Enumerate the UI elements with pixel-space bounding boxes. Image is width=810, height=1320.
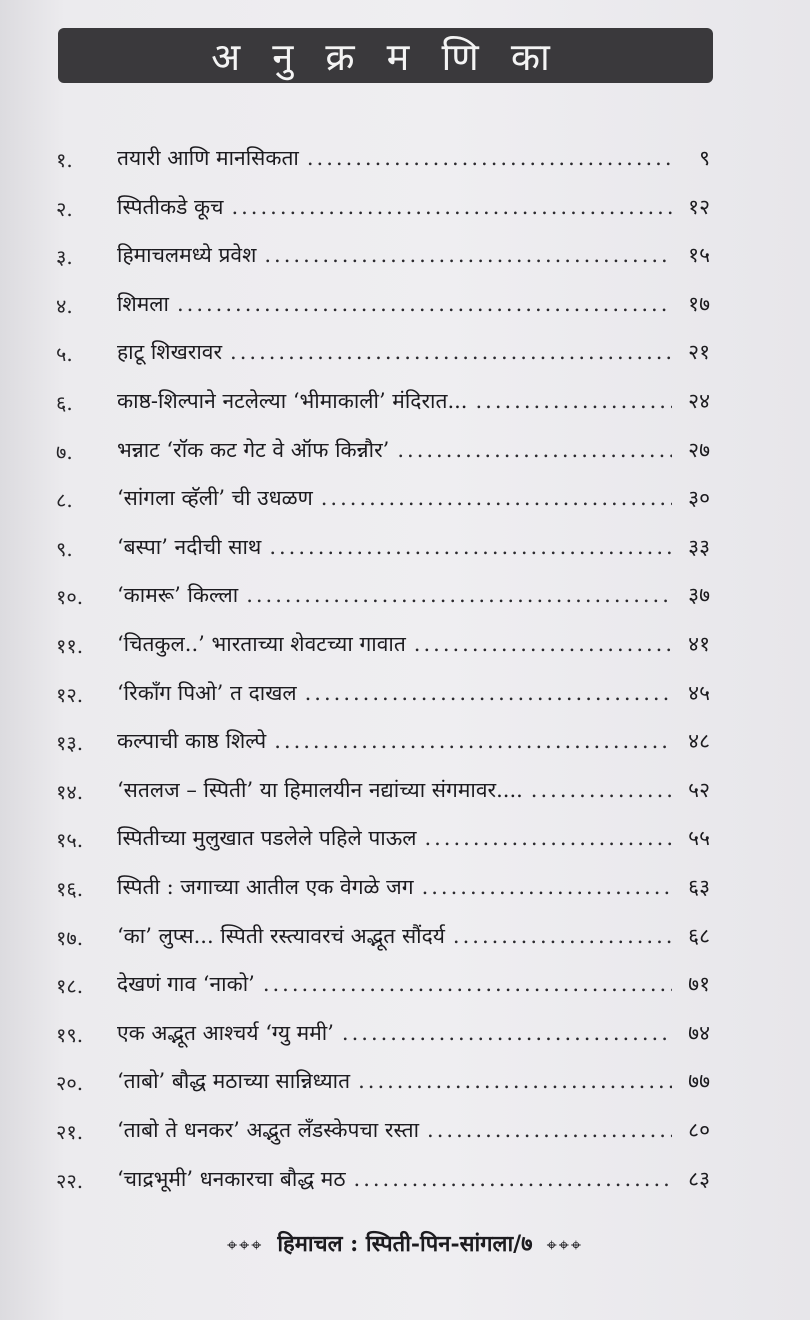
entry-number: २२. — [56, 1168, 84, 1193]
dot-leader — [422, 875, 672, 899]
entry-title: स्पिती : जगाच्या आतील एक वेगळे जग — [117, 875, 414, 899]
dot-leader — [531, 778, 672, 802]
entry-page: ३३ — [688, 534, 710, 559]
dot-leader — [231, 195, 672, 219]
dot-leader — [342, 1021, 672, 1045]
toc-entry — [0, 675, 810, 715]
entry-page: ६३ — [688, 875, 710, 899]
entry-title: एक अद्भूत आश्चर्य ‘ग्यु ममी’ — [117, 1020, 334, 1045]
entry-title: हिमाचलमध्ये प्रवेश — [117, 243, 257, 268]
entry-number: १३. — [56, 731, 84, 756]
toc-entry — [0, 1063, 810, 1103]
entry-title: कल्पाची काष्ठ शिल्पे — [117, 729, 267, 754]
entry-title: ‘सतलज – स्पिती’ या हिमालयीन नद्यांच्या संगमावर.... — [117, 777, 523, 802]
entry-number: ६. — [56, 391, 73, 415]
entry-number: १५. — [56, 828, 84, 853]
toc-entry — [0, 237, 810, 277]
entry-number: ५. — [56, 342, 73, 367]
entry-number: ८. — [56, 488, 73, 513]
toc-entry — [0, 286, 810, 326]
entry-title: स्पितीकडे कूच — [117, 194, 224, 219]
entry-page: ७१ — [688, 972, 710, 997]
entry-title: स्पितीच्या मुलुखात पडलेले पहिले पाऊल — [117, 826, 417, 851]
entry-number: २१. — [56, 1120, 84, 1144]
dot-leader — [453, 924, 672, 948]
entry-page: २७ — [688, 437, 710, 462]
dot-leader — [263, 972, 672, 996]
entry-title: हाटू शिखरावर — [117, 340, 223, 365]
entry-page: १२ — [688, 194, 710, 219]
entry-page: ७७ — [688, 1069, 710, 1094]
entry-number: ११. — [56, 634, 84, 658]
dot-leader — [274, 729, 672, 753]
entry-page: २४ — [688, 389, 710, 413]
dot-leader — [177, 292, 672, 316]
entry-page: ८३ — [688, 1166, 710, 1191]
entry-number: १२. — [56, 682, 84, 707]
ornament-left-icon: ⌖⌖⌖ — [226, 1235, 264, 1256]
entry-page: ९ — [699, 146, 710, 170]
entry-page: ६८ — [688, 923, 710, 948]
entry-title: ‘बस्पा’ नदीची साथ — [117, 534, 262, 559]
entry-page: ५२ — [688, 777, 710, 802]
toc-entry — [0, 869, 810, 909]
entry-page: १५ — [688, 243, 710, 268]
entry-number: १७. — [56, 925, 84, 950]
entry-title: ‘चितकुल..’ भारताच्या शेवटच्या गावात — [117, 632, 406, 656]
entry-number: २. — [56, 196, 73, 221]
dot-leader — [246, 583, 672, 607]
entry-page: ४५ — [688, 680, 710, 705]
toc-entry — [0, 626, 810, 666]
entry-number: ९. — [56, 536, 73, 561]
toc-entry — [0, 723, 810, 763]
dot-leader — [427, 1118, 672, 1142]
toc-entry — [0, 918, 810, 958]
toc-entry — [0, 1015, 810, 1055]
entry-title: ‘का’ लुप्स... स्पिती रस्त्यावरचं अद्भूत सौंदर्य — [117, 923, 445, 948]
toc-entry — [0, 334, 810, 374]
entry-number: ७. — [56, 439, 73, 464]
dot-leader — [397, 438, 672, 462]
toc-entry — [0, 140, 810, 180]
ornament-right-icon: ⌖⌖⌖ — [546, 1235, 584, 1256]
page-title: अ नु क्र म णि का — [211, 34, 560, 79]
toc-entry — [0, 772, 810, 812]
entry-number: १४. — [56, 779, 84, 804]
entry-title: ‘ताबो’ बौद्ध मठाच्या सान्निध्यात — [117, 1069, 351, 1094]
footer-running-title: हिमाचल : स्पिती-पिन-सांगला/७ — [277, 1231, 533, 1257]
dot-leader — [475, 389, 672, 413]
entry-page: ४१ — [688, 632, 710, 656]
entry-number: २०. — [56, 1071, 84, 1096]
toc-entry — [0, 820, 810, 860]
dot-leader — [414, 632, 672, 656]
toc-entry — [0, 577, 810, 617]
entry-title: ‘रिकाँग पिओ’ त दाखल — [117, 680, 297, 705]
entry-number: ३. — [56, 245, 73, 270]
dot-leader — [307, 146, 672, 170]
dot-leader — [230, 340, 672, 364]
entry-title: तयारी आणि मानसिकता — [117, 146, 299, 170]
entry-page: ८० — [688, 1118, 710, 1142]
dot-leader — [424, 826, 672, 850]
entry-number: १. — [56, 148, 73, 172]
toc-entry — [0, 432, 810, 472]
entry-page: ३० — [688, 486, 710, 511]
dot-leader — [264, 243, 672, 267]
toc-entry — [0, 529, 810, 569]
toc-entry — [0, 383, 810, 423]
entry-title: ‘कामरू’ किल्ला — [117, 583, 239, 608]
toc-entry — [0, 966, 810, 1006]
entry-page: ३७ — [688, 583, 710, 608]
entry-title: देखणं गाव ‘नाको’ — [117, 972, 255, 997]
dot-leader — [358, 1069, 672, 1093]
entry-title: शिमला — [117, 291, 169, 316]
dot-leader — [354, 1167, 672, 1191]
dot-leader — [305, 681, 672, 705]
entry-number: १६. — [56, 877, 84, 901]
dot-leader — [321, 486, 672, 510]
entry-number: १०. — [56, 585, 84, 610]
entry-title: भन्नाट ‘रॉक कट गेट वे ऑफ किन्नौर’ — [117, 437, 390, 462]
entry-page: २१ — [688, 340, 710, 365]
entry-title: काष्ठ-शिल्पाने नटलेल्या ‘भीमाकाली’ मंदिरात... — [117, 389, 468, 413]
page-footer — [0, 1228, 810, 1258]
entry-title: ‘सांगला व्हॅली’ ची उधळण — [117, 486, 313, 511]
toc-entry — [0, 480, 810, 520]
entry-number: १८. — [56, 974, 84, 999]
contents-title-bar — [58, 28, 713, 83]
toc-entry — [0, 189, 810, 229]
entry-page: ४८ — [688, 729, 710, 754]
entry-page: १७ — [688, 291, 710, 316]
entry-number: ४. — [56, 293, 73, 318]
entry-page: ७४ — [688, 1020, 710, 1045]
entry-title: ‘चाद्रभूमी’ धनकारचा बौद्ध मठ — [117, 1166, 346, 1191]
toc-entry — [0, 1161, 810, 1201]
entry-number: १९. — [56, 1022, 84, 1047]
entry-title: ‘ताबो ते धनकर’ अद्भुत लॅंडस्केपचा रस्ता — [117, 1118, 420, 1142]
toc-entry — [0, 1112, 810, 1152]
dot-leader — [269, 535, 672, 559]
entry-page: ५५ — [688, 826, 710, 851]
